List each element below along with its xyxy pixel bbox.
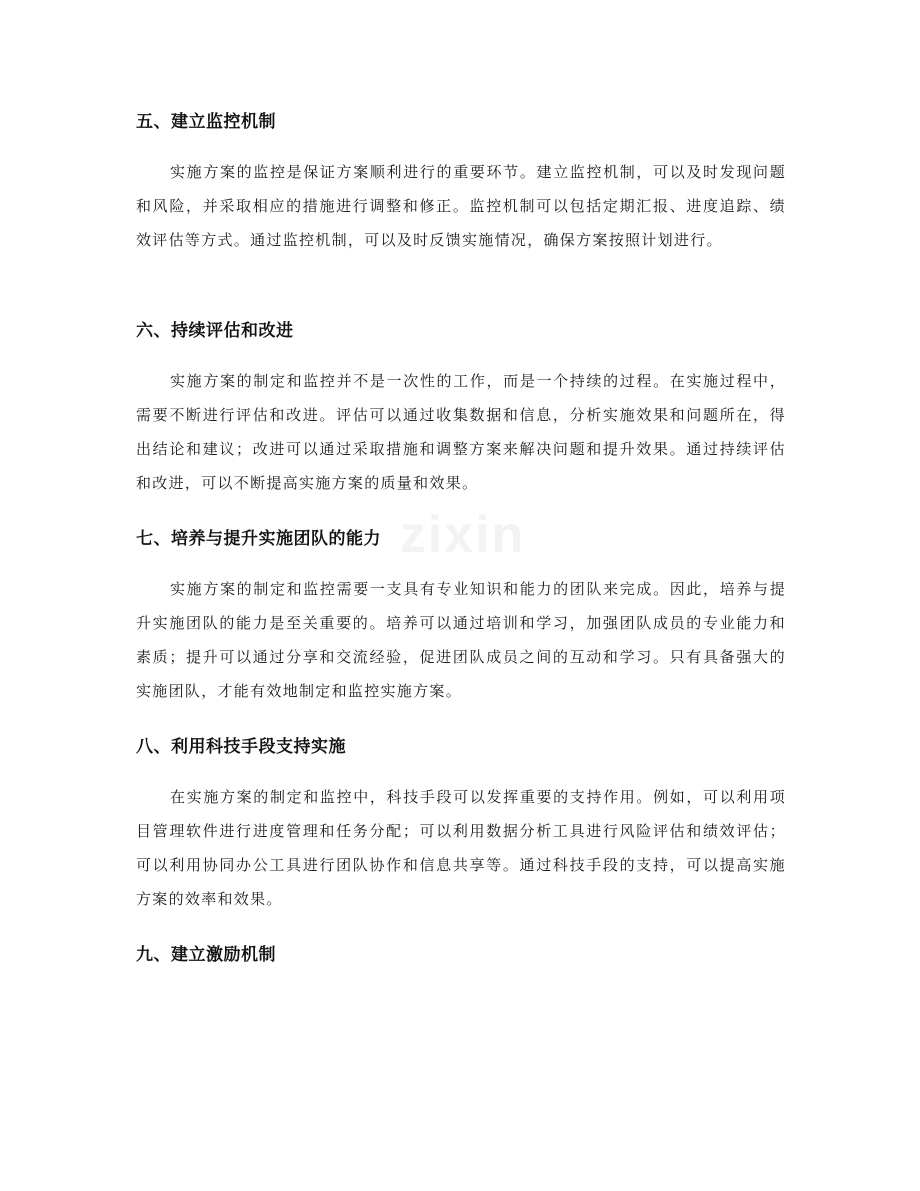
watermark-text: zixin [399,506,526,564]
section-paragraph: 在实施方案的制定和监控中，科技手段可以发挥重要的支持作用。例如，可以利用项目管理软件进行进度管理和任务分配；可以利用数据分析工具进行风险评估和绩效评估；可以利用协同办公工具进行团队协作和信息共享等。通过科技手段的支持，可以提高实施方案的效率和效果。 [136,788,786,908]
section-heading: 六、持续评估和改进 [136,321,294,341]
section-paragraph: 实施方案的制定和监控需要一支具有专业知识和能力的团队来完成。因此，培养与提升实施团队的能力是至关重要的。培养可以通过培训和学习，加强团队成员的专业能力和素质；提升可以通过分享和交流经验，促进团队成员之间的互动和学习。只有具备强大的实施团队，才能有效地制定和监控实施方案。 [136,580,786,700]
section-heading: 八、利用科技手段支持实施 [136,737,346,757]
section-paragraph: 实施方案的制定和监控并不是一次性的工作，而是一个持续的过程。在实施过程中，需要不断进行评估和改进。评估可以通过收集数据和信息，分析实施效果和问题所在，得出结论和建议；改进可以通过采取措施和调整方案来解决问题和提升效果。通过持续评估和改进，可以不断提高实施方案的质量和效果。 [136,372,786,492]
section-paragraph: 实施方案的监控是保证方案顺利进行的重要环节。建立监控机制，可以及时发现问题和风险，并采取相应的措施进行调整和修正。监控机制可以包括定期汇报、进度追踪、绩效评估等方式。通过监控机制，可以及时反馈实施情况，确保方案按照计划进行。 [136,163,786,249]
section-heading: 七、培养与提升实施团队的能力 [136,529,381,549]
section-heading: 九、建立激励机制 [136,945,276,965]
section-heading: 五、建立监控机制 [136,112,276,132]
